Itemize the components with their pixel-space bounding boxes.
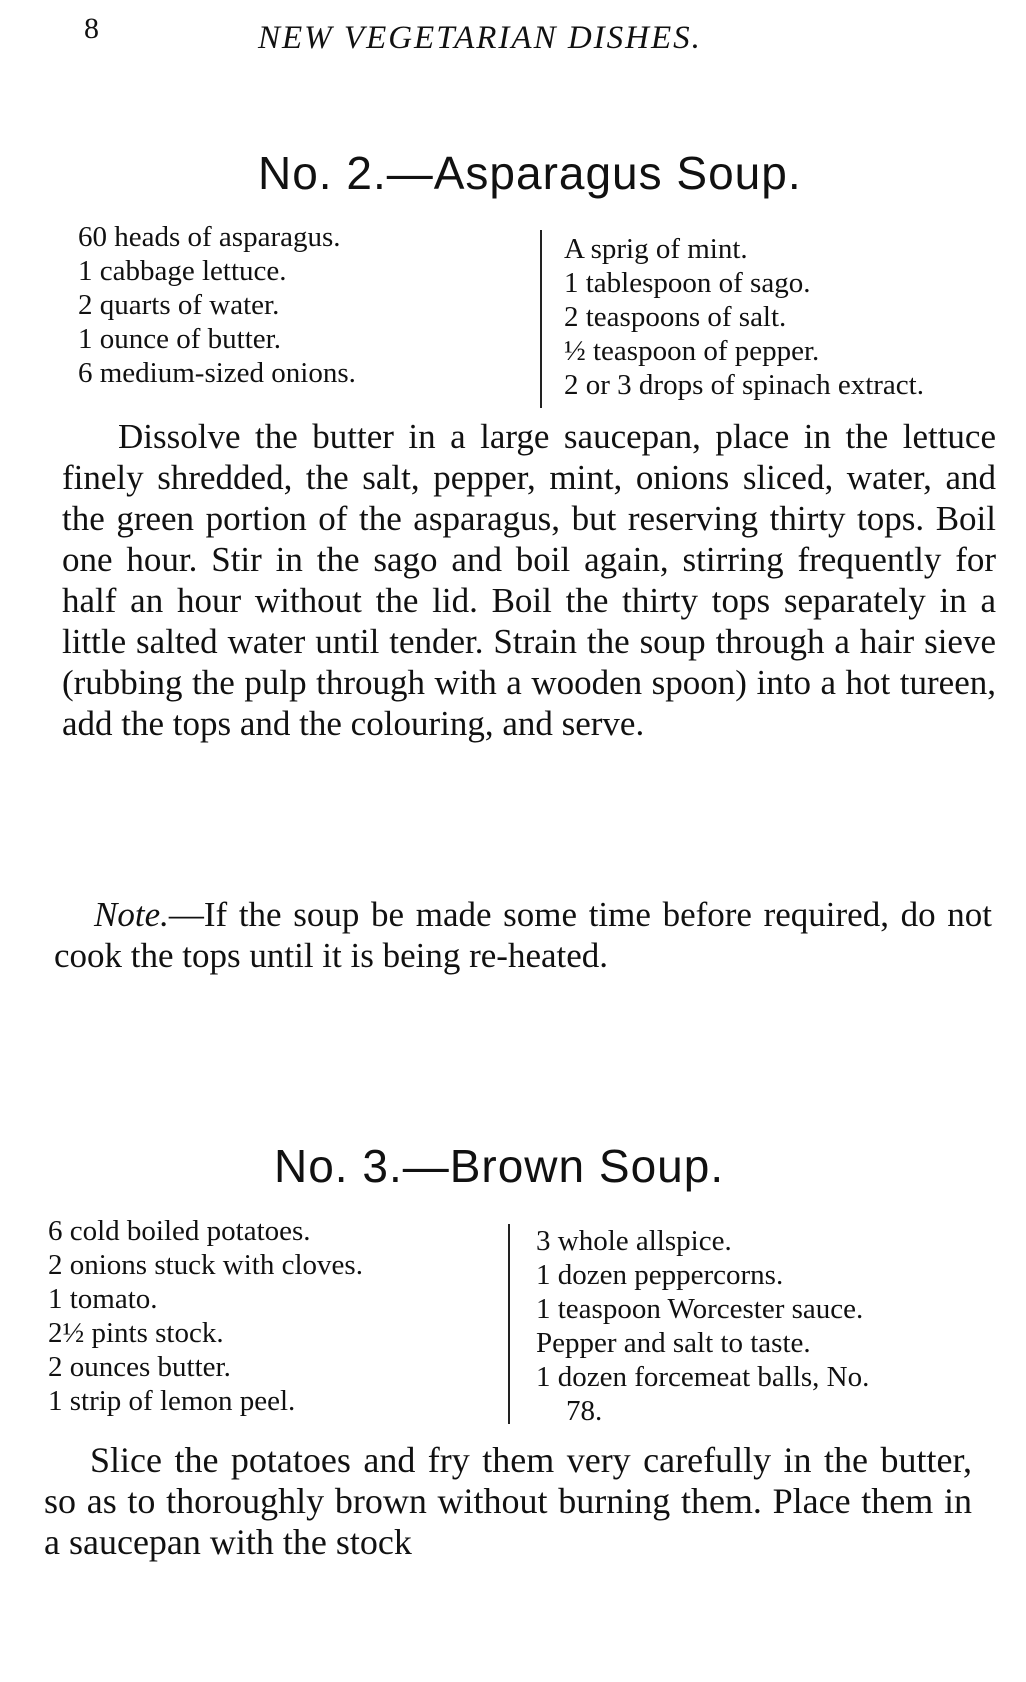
note-label: Note. <box>94 895 169 934</box>
ingredient-item: A sprig of mint. <box>564 233 748 265</box>
note-paragraph <box>54 894 992 976</box>
ingredients-table <box>48 1214 1008 1434</box>
ingredients-left-column <box>78 220 356 390</box>
ingredients-right-column <box>564 232 924 402</box>
ingredient-item: 1 dozen forcemeat balls, No. <box>536 1361 870 1393</box>
method-paragraph: Dissolve the butter in a large saucepan, place in the lettuce finely shredded, the salt, pepper, mint, onions sliced, water, and the green portion of the asparagus, but reserving thirty tops. Boil one hour. Stir in the sago and boil again, stirring frequently for half an hour without the lid. Boil the thirty tops separately in a little salted water until tender. Strain the soup through a hair sieve (rubbing the pulp through with a wooden spoon) into a hot tureen, add the tops and the colouring, and serve. <box>62 417 996 743</box>
ingredient-item: 1 ounce of butter. <box>78 323 281 355</box>
ingredient-item: 2 quarts of water. <box>78 289 280 321</box>
ingredient-item: 2 or 3 drops of spinach extract. <box>564 369 924 401</box>
ingredient-item: 78. <box>566 1395 603 1427</box>
ingredient-item: ½ teaspoon of pepper. <box>564 335 820 367</box>
column-divider <box>508 1224 510 1424</box>
ingredient-item: Pepper and salt to taste. <box>536 1327 811 1359</box>
ingredient-item: 1 tomato. <box>48 1283 158 1315</box>
running-title: NEW VEGETARIAN DISHES. <box>258 20 702 56</box>
recipe-title: No. 3.—Brown Soup. <box>274 1140 725 1192</box>
ingredients-left-column <box>48 1214 363 1418</box>
ingredient-item: 2 teaspoons of salt. <box>564 301 787 333</box>
ingredient-item: 1 teaspoon Worcester sauce. <box>536 1293 864 1325</box>
ingredient-item: 1 cabbage lettuce. <box>78 255 287 287</box>
ingredient-item: 1 dozen peppercorns. <box>536 1259 784 1291</box>
ingredient-item: 2 onions stuck with cloves. <box>48 1249 363 1281</box>
ingredient-item: 2½ pints stock. <box>48 1317 224 1349</box>
ingredient-item: 6 cold boiled potatoes. <box>48 1215 311 1247</box>
ingredient-item: 1 tablespoon of sago. <box>564 267 811 299</box>
ingredient-item: 6 medium-sized onions. <box>78 357 356 389</box>
recipe-title: No. 2.—Asparagus Soup. <box>258 147 802 199</box>
ingredient-item: 60 heads of asparagus. <box>78 221 341 253</box>
column-divider <box>540 230 542 408</box>
ingredient-item: 1 strip of lemon peel. <box>48 1385 296 1417</box>
ingredients-right-column <box>536 1224 869 1428</box>
page-number: 8 <box>84 12 99 45</box>
ingredients-table <box>78 220 1018 410</box>
note-text: —If the soup be made some time before required, do not cook the tops until it is being re-heated. <box>54 895 992 975</box>
method-paragraph: Slice the potatoes and fry them very carefully in the butter, so as to thoroughly brown without burning them. Place them in a saucepan with the stock <box>44 1440 972 1562</box>
ingredient-item: 3 whole allspice. <box>536 1225 732 1257</box>
ingredient-item: 2 ounces butter. <box>48 1351 231 1383</box>
